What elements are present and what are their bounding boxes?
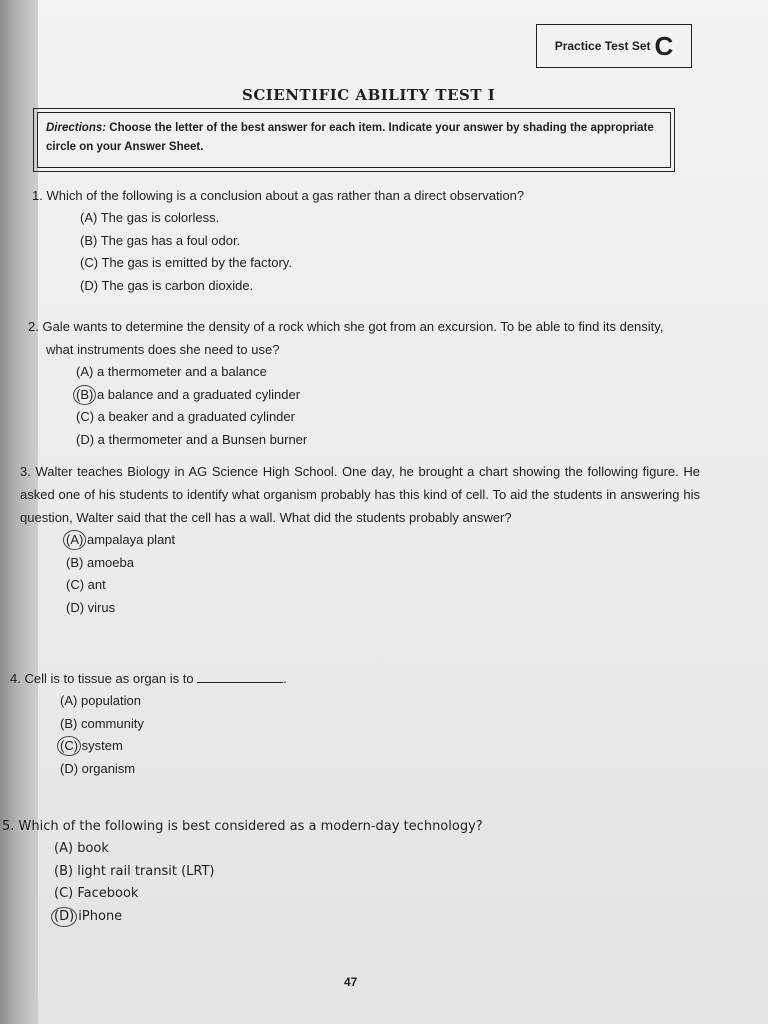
answer-mark-circle: (B): [73, 385, 96, 405]
answer-option[interactable]: (A) The gas is colorless.: [80, 210, 220, 225]
question-stem: [2, 815, 682, 838]
question-number: 2.: [28, 319, 39, 334]
practice-test-set-letter: C: [654, 31, 674, 61]
answer-option-selected[interactable]: (D) iPhone: [54, 906, 682, 929]
question-stem: [28, 315, 688, 361]
directions-box: [33, 108, 675, 172]
answer-option[interactable]: (A) population: [60, 693, 141, 708]
answer-mark-circle: (A): [63, 530, 86, 550]
answer-blank: [197, 672, 283, 683]
question-number: 4.: [10, 671, 21, 686]
question-number: 5.: [2, 819, 15, 834]
question-4: [10, 667, 690, 780]
answer-option-selected[interactable]: (B) a balance and a graduated cylinder: [76, 384, 688, 407]
question-5: [2, 815, 682, 928]
question-number: 3.: [20, 464, 31, 479]
answer-option[interactable]: (A) book: [54, 841, 109, 856]
answer-mark-circle: (C): [57, 736, 81, 756]
practice-test-set-label: Practice Test Set: [554, 39, 651, 53]
question-number: 1.: [32, 188, 43, 203]
question-text: Which of the following is best considered as a modern-day technology?: [18, 819, 483, 834]
answer-option[interactable]: (B) The gas has a foul odor.: [80, 232, 241, 248]
answer-option-selected[interactable]: (C) system: [60, 735, 690, 758]
page-number: 47: [344, 975, 358, 989]
answer-option[interactable]: (D) virus: [66, 599, 116, 615]
answer-option[interactable]: (B) light rail transit (LRT): [54, 863, 215, 879]
answer-mark-circle: (D): [51, 907, 77, 927]
answer-option[interactable]: (D) a thermometer and a Bunsen burner: [76, 431, 308, 447]
answer-option[interactable]: (B) community: [60, 715, 144, 731]
question-stem: [20, 460, 700, 529]
directions-text: Choose the letter of the best answer for each item. Indicate your answer by shading the appropriate circle on your Answer Sheet.: [46, 122, 654, 153]
practice-test-set-box: [536, 24, 692, 68]
answer-option[interactable]: (A) a thermometer and a balance: [76, 364, 267, 379]
answer-option[interactable]: (C) The gas is emitted by the factory.: [80, 255, 292, 270]
page-title: SCIENTIFIC ABILITY TEST I: [242, 86, 496, 104]
question-text: Walter teaches Biology in AG Science High School. One day, he brought a chart showing the following figure. He asked one of his students to identify what organism probably has this kind of cell. To aid the students in answering his question, Walter said that the cell has a wall. What did the students probably answer?: [20, 464, 700, 525]
question-text: Which of the following is a conclusion about a gas rather than a direct observation?: [46, 188, 525, 203]
question-stem: 4. Cell is to tissue as organ is to .: [10, 671, 287, 686]
answer-option[interactable]: (D) organism: [60, 760, 136, 776]
answer-option[interactable]: (C) a beaker and a graduated cylinder: [76, 409, 295, 424]
question-2: [28, 315, 688, 451]
question-1: [32, 184, 672, 297]
answer-option[interactable]: (D) The gas is carbon dioxide.: [80, 277, 254, 293]
question-text: Gale wants to determine the density of a rock which she got from an excursion. To be able to find its density, what instruments does she need to use?: [42, 319, 664, 357]
answer-option[interactable]: (C) ant: [66, 577, 106, 592]
answer-option-selected[interactable]: (A) ampalaya plant: [66, 529, 700, 552]
answer-option[interactable]: (B) amoeba: [66, 554, 134, 570]
directions-label: Directions:: [46, 122, 107, 134]
question-stem: [32, 184, 672, 207]
question-3: [20, 460, 700, 619]
question-text: Cell is to tissue as organ is to: [24, 671, 194, 686]
answer-option[interactable]: (C) Facebook: [54, 886, 139, 901]
directions-text-block: [37, 112, 671, 168]
test-page: [2, 0, 768, 1024]
